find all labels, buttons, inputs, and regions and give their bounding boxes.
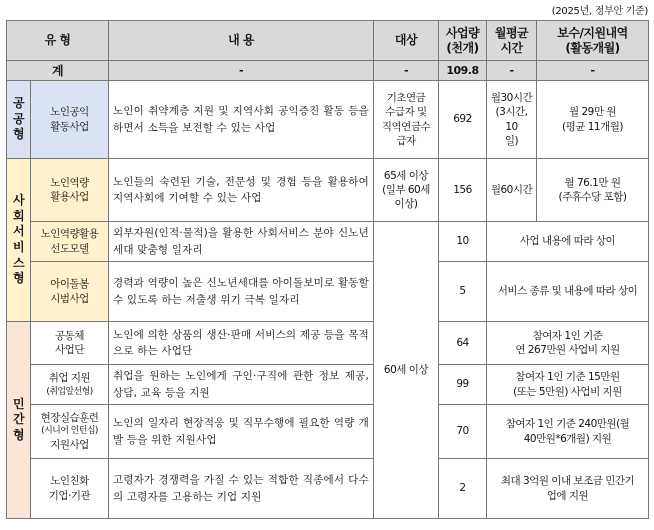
row-pay: 사업 내용에 따라 상이 [487, 222, 649, 262]
row-pay: 참여자 1인 기준 연 267만원 사업비 지원 [487, 322, 649, 365]
row-count: 10 [439, 222, 487, 262]
row-target: 기초연금 수급자 및 직역연금수 급자 [374, 81, 439, 159]
total-content: - [109, 61, 374, 81]
row-name: 현장실습훈련 (시니어 인턴십) 지원사업 [31, 405, 109, 459]
group-public: 공 공 형 [7, 81, 31, 159]
row-count: 99 [439, 365, 487, 405]
table-row [7, 222, 649, 262]
row-hours: 월30시간 (3시간, 10 일) [487, 81, 537, 159]
row-content: 고령자가 경쟁력을 가질 수 있는 적합한 직종에서 다수의 고령자를 고용하는 기업 지원 [109, 459, 374, 519]
row-name: 노인역량 활용사업 [31, 159, 109, 222]
table-row [7, 322, 649, 365]
row-name: 노인역량활용 선도모델 [31, 222, 109, 262]
row-content: 취업을 원하는 노인에게 구인·구직에 관한 정보 제공, 상담, 교육 등을 지원 [109, 365, 374, 405]
row-pay: 서비스 종류 및 내용에 따라 상이 [487, 262, 649, 322]
row-content: 노인의 일자리 현장적응 및 직무수행에 필요한 역량 개발 등을 위한 지원사업 [109, 405, 374, 459]
table-row [7, 459, 649, 519]
row-count: 70 [439, 405, 487, 459]
header-content: 내 용 [109, 21, 374, 61]
row-hours: 월60시간 [487, 159, 537, 222]
senior-jobs-table [6, 20, 649, 519]
total-row [7, 61, 649, 81]
header-target: 대상 [374, 21, 439, 61]
row-content: 노인들의 숙련된 기술, 전문성 및 경험 등을 활용하여 지역사회에 기여할 수 있는 사업 [109, 159, 374, 222]
total-target: - [374, 61, 439, 81]
row-pay: 최대 3억원 이내 보조금 민간기 업에 지원 [487, 459, 649, 519]
row-name: 노인공익 활동사업 [31, 81, 109, 159]
total-label: 계 [7, 61, 109, 81]
row-name: 공동체 사업단 [31, 322, 109, 365]
row-content: 외부자원(인적·물적)을 활용한 사회서비스 분야 신노년세대 맞춤형 일자리 [109, 222, 374, 262]
group-private: 민 간 형 [7, 322, 31, 519]
total-count: 109.8 [439, 61, 487, 81]
table-row [7, 405, 649, 459]
group-social: 사 회 서 비 스 형 [7, 159, 31, 322]
row-target: 65세 이상 (일부 60세 이상) [374, 159, 439, 222]
header-row [7, 21, 649, 61]
row-count: 2 [439, 459, 487, 519]
row-name: 아이돌봄 시범사업 [31, 262, 109, 322]
row-pay: 월 29만 원 (평균 11개월) [537, 81, 649, 159]
table-row [7, 81, 649, 159]
table-row [7, 262, 649, 322]
total-hours: - [487, 61, 537, 81]
row-name: 노인친화 기업·기관 [31, 459, 109, 519]
table-row [7, 159, 649, 222]
row-count: 64 [439, 322, 487, 365]
row-pay: 참여자 1인 기준 15만원 (또는 5만원) 사업비 지원 [487, 365, 649, 405]
row-name: 취업 지원 (취업알선형) [31, 365, 109, 405]
row-content: 노인이 취약계층 지원 및 지역사회 공익증진 활동 등을 하면서 소득을 보전할 수 있는 사업 [109, 81, 374, 159]
table-note: (2025년, 정부안 기준) [551, 6, 648, 17]
row-content: 경력과 역량이 높은 신노년세대를 아이돌보미로 활동할 수 있도록 하는 저출생 위기 극복 일자리 [109, 262, 374, 322]
row-pay: 월 76.1만 원 (주휴수당 포함) [537, 159, 649, 222]
header-type: 유 형 [7, 21, 109, 61]
row-content: 노인에 의한 상품의 생산·판매 서비스의 제공 등을 목적으로 하는 사업단 [109, 322, 374, 365]
row-count: 5 [439, 262, 487, 322]
shared-target: 60세 이상 [374, 222, 439, 519]
row-count: 692 [439, 81, 487, 159]
table-row [7, 365, 649, 405]
row-count: 156 [439, 159, 487, 222]
header-hours: 월평균 시간 [487, 21, 537, 61]
header-count: 사업량 (천개) [439, 21, 487, 61]
row-pay: 참여자 1인 기준 240만원(월 40만원*6개월) 지원 [487, 405, 649, 459]
header-pay: 보수/지원내역 (활동개월) [537, 21, 649, 61]
total-pay: - [537, 61, 649, 81]
